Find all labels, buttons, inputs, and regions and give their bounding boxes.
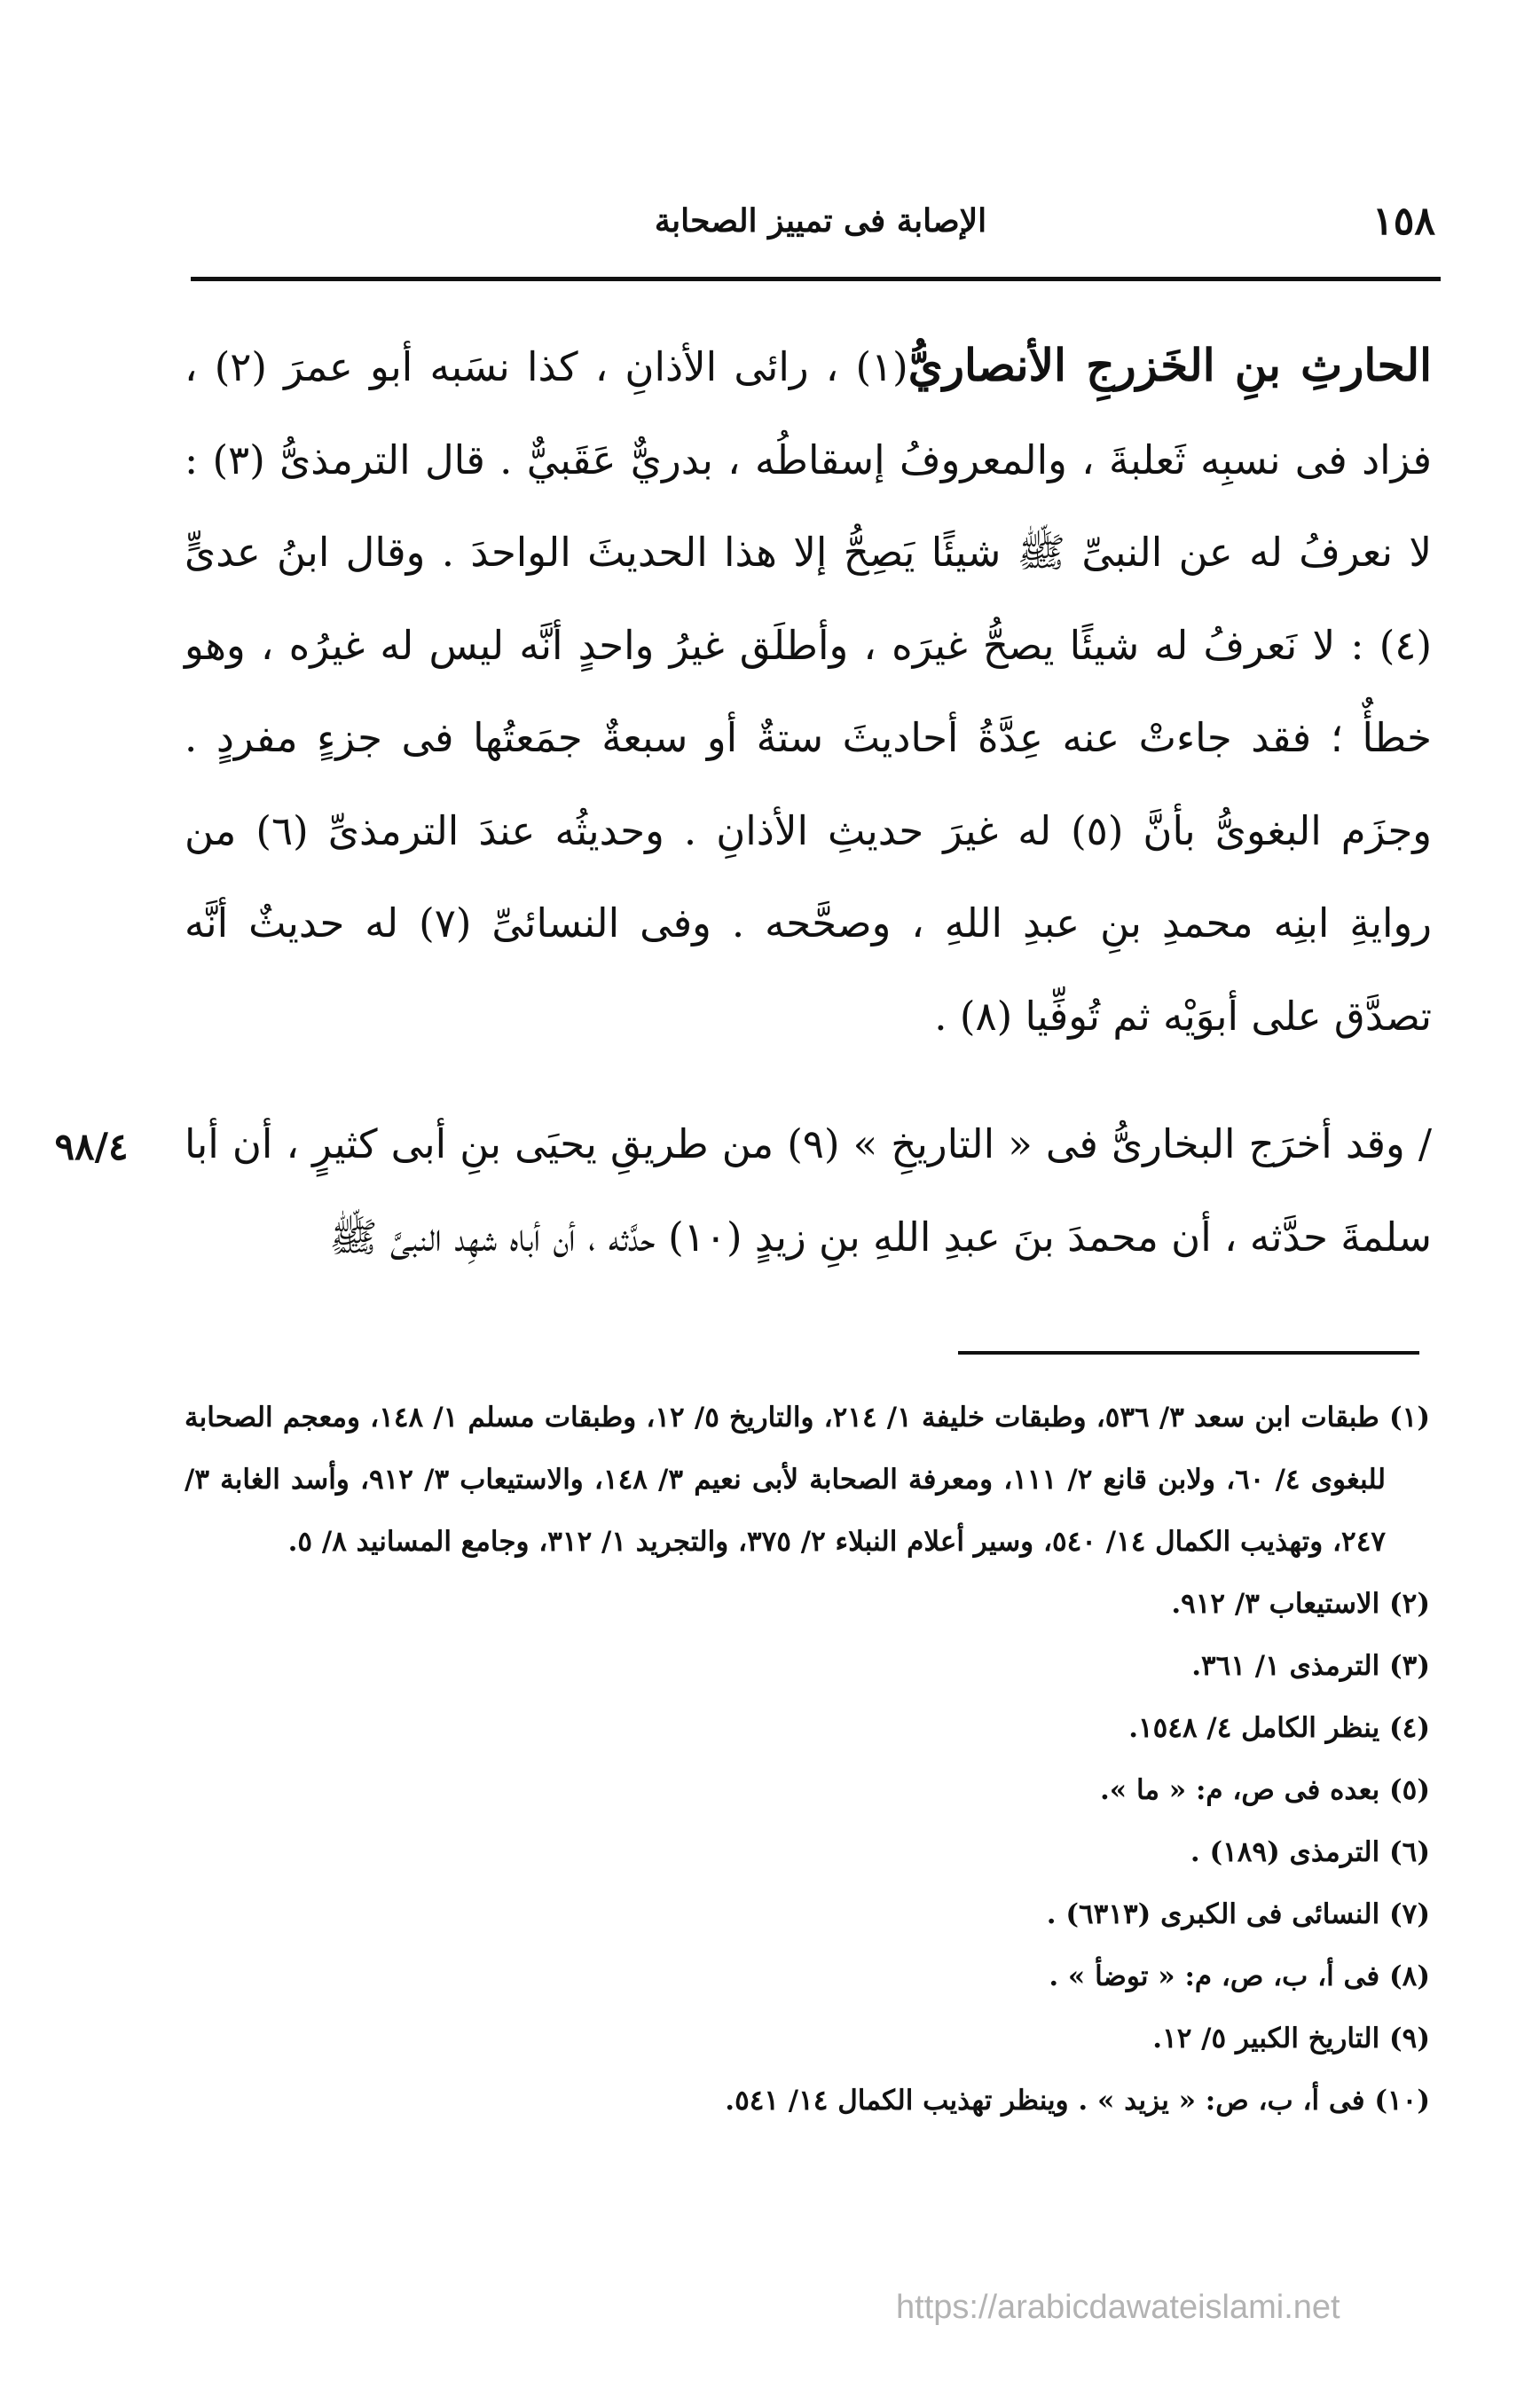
footnotes — [185, 1387, 1430, 2132]
footnote-8: (٨) فى أ، ب، ص، م: « توضأ » . — [1049, 1960, 1430, 1992]
footnote-2: (٢) الاستيعاب ٣/ ٩١٢. — [1171, 1588, 1430, 1620]
page-header — [191, 193, 1435, 255]
header-divider — [191, 277, 1441, 281]
footnote-1: (١) طبقات ابن سعد ٣/ ٥٣٦، وطبقات خليفة ١/ ٢١٤، والتاريخ ٥/ ١٢، وطبقات مسلم ١/ ١٤٨، ومعجم الصحابة للبغوى ٤/ ٦٠، ولابن قانع ٢/ ١١١، ومعرفة الصحابة لأبى نعيم ٣/ ١٤٨، والاستيعاب ٣/ ٩١٢، وأسد الغابة ٣/ ٢٤٧، وتهذيب الكمال ١٤/ ٥٤٠، وسير أعلام النبلاء ٢/ ٣٧٥، والتجريد ١/ ٣١٢، وجامع المسانيد ٨/ ٥. — [185, 1402, 1430, 1558]
main-text — [185, 319, 1432, 1284]
footnote-9: (٩) التاريخ الكبير ٥/ ١٢. — [1152, 2023, 1430, 2054]
footnote-divider — [958, 1351, 1419, 1355]
footnote-6: (٦) الترمذى (١٨٩) . — [1190, 1836, 1430, 1868]
book-title: الإصابة فى تمييز الصحابة — [654, 202, 987, 240]
margin-volume-reference: ٩٨/٤ — [54, 1125, 129, 1168]
footnote-5: (٥) بعده فى ص، م: « ما ». — [1099, 1774, 1430, 1806]
paragraph-1 — [185, 319, 1432, 1063]
footnote-7: (٧) النسائى فى الكبرى (٦٣١٣) . — [1046, 1898, 1430, 1930]
footnote-10: (١٠) فى أ، ب، ص: « يزيد » . وينظر تهذيب الكمال ١٤/ ٥٤١. — [725, 2085, 1430, 2117]
paragraph-1-text: (١) ، رائى الأذانِ ، كذا نسَبه أبو عمرَ (٢) ، فزاد فى نسبِه ثَعلبةَ ، والمعروفُ إسقاطُه ، بدريٌّ عَقَبيٌّ . قال الترمذىُّ (٣) : لا نعرفُ له عن النبىِّ ﷺ شيئًا يَصِحُّ إلا هذا الحديثَ الواحدَ . وقال ابنُ عدىٍّ (٤) : لا نَعرفُ له شيئًا يصحُّ غيرَه ، وأطلَق غيرُ واحدٍ أنَّه ليس له غيرُه ، وهو خطأٌ ؛ فقد جاءتْ عنه عِدَّةُ أحاديثَ ستةٌ أو سبعةٌ جمَعتُها فى جزءٍ مفردٍ . وجزَم البغوىُّ بأنَّ (٥) له غيرَ حديثِ الأذانِ . وحديثُه عندَ الترمذىِّ (٦) من روايةِ ابنِه محمدِ بنِ عبدِ اللهِ ، وصحَّحه . وفى النسائىِّ (٧) له حديثٌ أنَّه تصدَّق على أبوَيْه ثم تُوفِّيا (٨) . — [185, 343, 1432, 1040]
watermark-url: https://arabicdawateislami.net — [896, 2289, 1340, 2326]
footnote-3: (٣) الترمذى ١/ ٣٦١. — [1191, 1650, 1430, 1682]
page-number: ١٥٨ — [1372, 199, 1435, 244]
footnote-4: (٤) ينظر الكامل ٤/ ١٥٤٨. — [1128, 1712, 1430, 1744]
paragraph-2: / وقد أخرَج البخارىُّ فى « التاريخِ » (٩) من طريقِ يحيَى بنِ أبى كثيرٍ ، أن أبا سلمةَ حدَّثه ، أن محمدَ بنَ عبدِ اللهِ بنِ زيدٍ (١٠) حدَّثه ، أن أباه شهِد النبىَّ ﷺ — [185, 1120, 1433, 1261]
entry-name: الحارثِ بنِ الخَزرجِ الأنصاريُّ — [908, 339, 1432, 391]
